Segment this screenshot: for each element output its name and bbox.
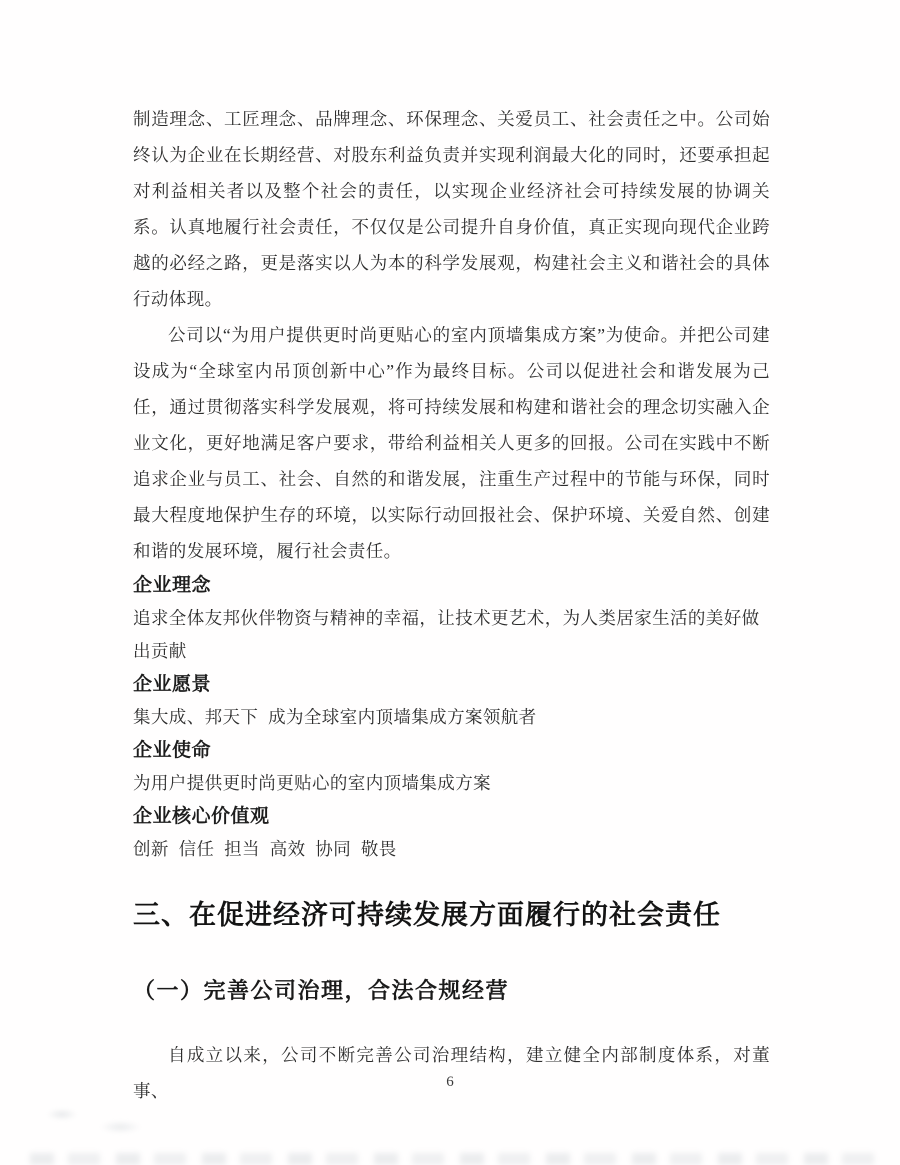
text-corporate-philosophy: 追求全体友邦伙伴物资与精神的幸福，让技术更艺术，为人类居家生活的美好做出贡献 [133,608,760,661]
scan-artifact-smudge [36,1106,166,1134]
heading-corporate-vision: 企业愿景 [133,674,212,695]
text-core-values: 创新 信任 担当 高效 协同 敬畏 [133,839,397,859]
page-number: 6 [446,1074,454,1090]
heading-corporate-mission: 企业使命 [133,740,212,761]
paragraph-governance: 自成立以来，公司不断完善公司治理结构，建立健全内部制度体系，对董事、 [133,1045,770,1101]
scan-artifact-bottom-strip [30,1153,875,1165]
text-corporate-mission: 为用户提供更时尚更贴心的室内顶墙集成方案 [133,773,491,793]
paragraph-mission-culture: 公司以“为用户提供更时尚更贴心的室内顶墙集成方案”为使命。并把公司建设成为“全球室内吊顶创新中心”作为最终目标。公司以促进社会和谐发展为己任，通过贯彻落实科学发展观，将可持续发展和构建和谐社会的理念切实融入企业文化，更好地满足客户要求，带给利益相关人更多的回报。公司在实践中不断追求企业与员工、社会、自然的和谐发展，注重生产过程中的节能与环保，同时最大程度地保护生存的环境，以实际行动回报社会、保护环境、关爱自然、创建和谐的发展环境，履行社会责任。 [133,325,770,561]
section-3-title: 三、在促进经济可持续发展方面履行的社会责任 [133,900,721,930]
text-corporate-vision: 集大成、邦天下 成为全球室内顶墙集成方案领航者 [133,707,537,727]
heading-core-values: 企业核心价值观 [133,806,270,827]
subsection-1-title: （一）完善公司治理，合法合规经营 [133,978,510,1003]
heading-corporate-philosophy: 企业理念 [133,575,212,596]
paragraph-csr-continuation: 制造理念、工匠理念、品牌理念、环保理念、关爱员工、社会责任之中。公司始终认为企业在长期经营、对股东利益负责并实现利润最大化的同时，还要承担起对利益相关者以及整个社会的责任，以实现企业经济社会可持续发展的协调关系。认真地履行社会责任，不仅仅是公司提升自身价值，真正实现向现代企业跨越的必经之路，更是落实以人为本的科学发展观，构建社会主义和谐社会的具体行动体现。 [133,109,770,309]
